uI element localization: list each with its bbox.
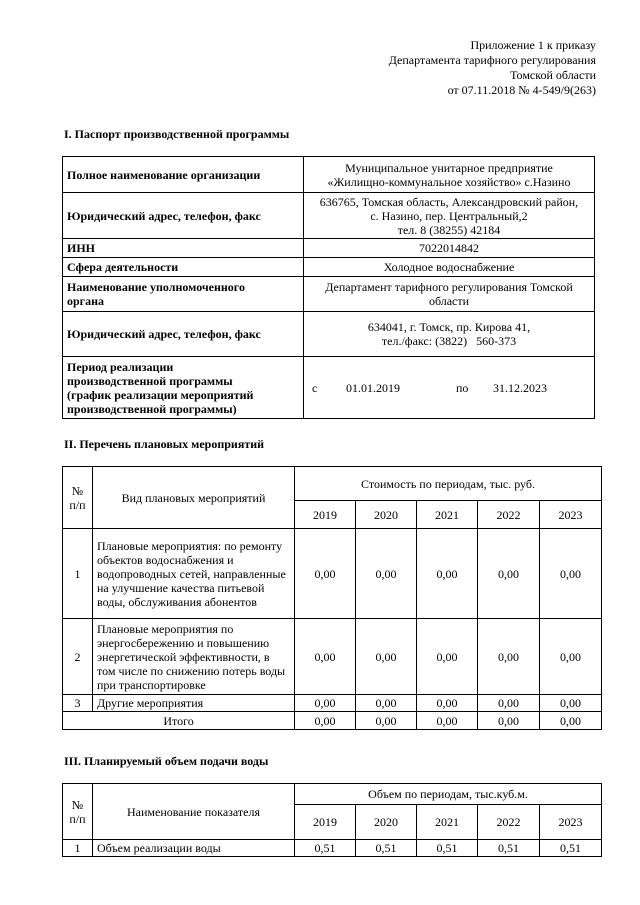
table-row bbox=[63, 529, 602, 619]
row-value: 0,00 bbox=[540, 529, 602, 619]
row-value: 0,00 bbox=[417, 619, 478, 695]
col-volume-header: Объем по периодам, тыс.куб.м. bbox=[295, 784, 602, 805]
period-to-date: 31.12.2023 bbox=[493, 380, 547, 395]
table-row bbox=[63, 193, 595, 239]
row-value: 0,51 bbox=[295, 840, 356, 857]
key-line: органа bbox=[67, 294, 105, 308]
table-row bbox=[63, 239, 595, 258]
section-1-title: I. Паспорт производственной программы bbox=[64, 127, 290, 141]
key-line: производственной программы) bbox=[67, 401, 237, 416]
row-value: 0,51 bbox=[417, 840, 478, 857]
total-label: Итого bbox=[63, 712, 295, 730]
row-value: 0,51 bbox=[478, 840, 540, 857]
period-from-label: с bbox=[312, 380, 318, 395]
value-line: Департамент тарифного регулирования Томской bbox=[325, 280, 573, 294]
passport-key: Сфера деятельности bbox=[63, 258, 304, 277]
table-row bbox=[63, 695, 602, 712]
appendix-header bbox=[296, 38, 596, 98]
value-line: «Жилищно-коммунальное хозяйство» с.Назино bbox=[327, 174, 571, 189]
row-value: 0,00 bbox=[295, 619, 356, 695]
appendix-line: Томской области bbox=[510, 68, 596, 82]
value-line: области bbox=[428, 294, 470, 308]
row-num: 3 bbox=[63, 695, 93, 712]
key-line: Наименование уполномоченного bbox=[67, 280, 245, 294]
row-num: 1 bbox=[63, 840, 93, 857]
row-value: 0,00 bbox=[540, 619, 602, 695]
row-value: 0,51 bbox=[356, 840, 417, 857]
appendix-line: Приложение 1 к приказу bbox=[470, 38, 596, 52]
value-line: с. Назино, пер. Центральный,2 bbox=[370, 208, 528, 223]
total-value: 0,00 bbox=[356, 712, 417, 730]
row-value: 0,00 bbox=[417, 695, 478, 712]
table-row bbox=[63, 312, 595, 357]
col-desc-header: Вид плановых мероприятий bbox=[93, 467, 295, 529]
passport-value bbox=[304, 277, 595, 312]
key-line: производственной программы bbox=[67, 373, 233, 388]
period-to-label: по bbox=[456, 380, 469, 395]
passport-value bbox=[304, 193, 595, 239]
period-from-date: 01.01.2019 bbox=[346, 380, 400, 395]
year-header: 2022 bbox=[478, 805, 540, 840]
total-value: 0,00 bbox=[540, 712, 602, 730]
key-line: Период реализации bbox=[67, 359, 174, 374]
table-row bbox=[63, 357, 595, 419]
passport-key: Юридический адрес, телефон, факс bbox=[63, 193, 304, 239]
row-value: 0,00 bbox=[356, 529, 417, 619]
period-value bbox=[304, 357, 595, 419]
value-line: тел./факс: (3822) 560-373 bbox=[381, 334, 517, 348]
section-2-title: II. Перечень плановых мероприятий bbox=[64, 437, 265, 451]
total-value: 0,00 bbox=[478, 712, 540, 730]
value-line: 636765, Томская область, Александровский район, bbox=[319, 194, 579, 209]
year-header: 2022 bbox=[478, 501, 540, 529]
row-num: 2 bbox=[63, 619, 93, 695]
passport-value bbox=[304, 312, 595, 357]
row-value: 0,00 bbox=[295, 529, 356, 619]
total-value: 0,00 bbox=[295, 712, 356, 730]
row-value: 0,00 bbox=[356, 695, 417, 712]
passport-key: ИНН bbox=[63, 239, 304, 258]
passport-key bbox=[63, 357, 304, 419]
row-value: 0,51 bbox=[540, 840, 602, 857]
passport-table bbox=[62, 156, 595, 419]
table-row bbox=[63, 840, 602, 857]
row-num: 1 bbox=[63, 529, 93, 619]
passport-key: Полное наименование организации bbox=[63, 157, 304, 193]
row-value: 0,00 bbox=[478, 695, 540, 712]
table-row bbox=[63, 277, 595, 312]
row-value: 0,00 bbox=[356, 619, 417, 695]
value-line: 634041, г. Томск, пр. Кирова 41, bbox=[367, 320, 531, 334]
value-line: тел. 8 (38255) 42184 bbox=[397, 222, 501, 237]
row-desc: Плановые мероприятия: по ремонту объектов водоснабжения и водопроводных сетей, направленные на улучшение качества питьевой воды, обслуживания абонентов bbox=[93, 529, 295, 619]
passport-value bbox=[304, 157, 595, 193]
row-desc: Плановые мероприятия по энергосбережению и повышению энергетической эффективности, в том числе по снижению потерь воды при транспортировке bbox=[93, 619, 295, 695]
row-value: 0,00 bbox=[417, 529, 478, 619]
table-header-row bbox=[63, 784, 602, 805]
section-3-title: III. Планируемый объем подачи воды bbox=[64, 754, 269, 768]
total-value: 0,00 bbox=[417, 712, 478, 730]
passport-key: Юридический адрес, телефон, факс bbox=[63, 312, 304, 357]
value-line: Муниципальное унитарное предприятие bbox=[345, 160, 553, 175]
year-header: 2020 bbox=[356, 805, 417, 840]
row-value: 0,00 bbox=[540, 695, 602, 712]
table-row bbox=[63, 619, 602, 695]
year-header: 2019 bbox=[295, 501, 356, 529]
col-desc-header: Наименование показателя bbox=[93, 784, 295, 840]
table-header-row bbox=[63, 467, 602, 501]
table-row bbox=[63, 157, 595, 193]
year-header: 2020 bbox=[356, 501, 417, 529]
appendix-line: от 07.11.2018 № 4-549/9(263) bbox=[447, 83, 596, 97]
year-header: 2023 bbox=[540, 805, 602, 840]
col-num-header: № п/п bbox=[63, 467, 93, 529]
row-value: 0,00 bbox=[295, 695, 356, 712]
passport-value: 7022014842 bbox=[304, 239, 595, 258]
row-desc: Объем реализации воды bbox=[93, 840, 295, 857]
year-header: 2021 bbox=[417, 501, 478, 529]
year-header: 2019 bbox=[295, 805, 356, 840]
row-value: 0,00 bbox=[478, 529, 540, 619]
table-row bbox=[63, 258, 595, 277]
year-header: 2021 bbox=[417, 805, 478, 840]
volume-table bbox=[62, 783, 602, 857]
row-desc: Другие мероприятия bbox=[93, 695, 295, 712]
table-total-row bbox=[63, 712, 602, 730]
year-header: 2023 bbox=[540, 501, 602, 529]
plan-table bbox=[62, 466, 602, 730]
row-value: 0,00 bbox=[478, 619, 540, 695]
passport-key bbox=[63, 277, 304, 312]
key-line: (график реализации мероприятий bbox=[67, 387, 254, 402]
col-cost-header: Стоимость по периодам, тыс. руб. bbox=[295, 467, 602, 501]
passport-value: Холодное водоснабжение bbox=[304, 258, 595, 277]
appendix-line: Департамента тарифного регулирования bbox=[388, 53, 596, 67]
col-num-header: № п/п bbox=[63, 784, 93, 840]
